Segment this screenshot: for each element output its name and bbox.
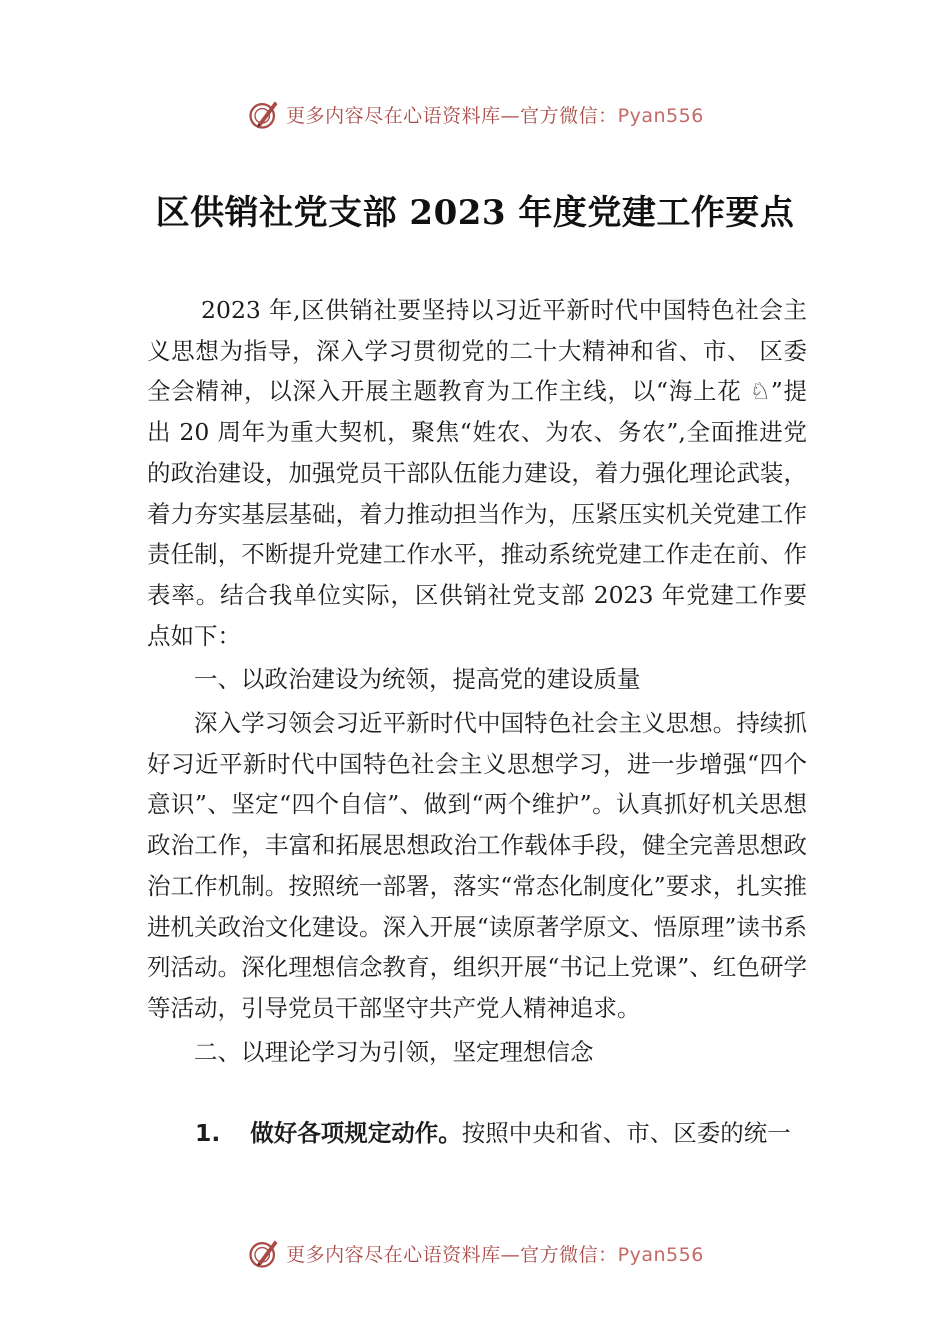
list-item-number: 1. <box>195 1119 221 1147</box>
fountain-pen-seal-icon <box>246 1235 282 1271</box>
wechat-id: Pyan556 <box>617 1243 704 1266</box>
list-item-text: 按照中央和省、市、区委的统一 <box>461 1119 791 1147</box>
list-item-bold-lead: 做好各项规定动作。 <box>250 1119 462 1147</box>
list-item-1 <box>195 1115 791 1151</box>
watermark-header <box>0 94 950 134</box>
intro-paragraph: 2023 年,区供销社要坚持以习近平新时代中国特色社会主义思想为指导，深入学习贯彻党的二十大精神和省、市、 区委全会精神，以深入开展主题教育为工作主线，以“海上花 ♘”提出 20 周年为重大契机，聚焦“姓农、为农、务农”,全面推进党的政治建设，加强党员干部队伍能力建设，着力强化理论武装，着力夯实基层基础，着力推动担当作为，压紧压实机关党建工作责任制，不断提升党建工作水平，推动系统党建工作走在前、作表率。结合我单位实际，区供销社党支部 2023 年党建工作要点如下： <box>147 296 807 650</box>
section-1-heading: 一、以政治建设为统领，提高党的建设质量 <box>194 665 641 694</box>
wechat-id: Pyan556 <box>617 104 704 127</box>
section-1-body: 深入学习领会习近平新时代中国特色社会主义思想。持续抓好习近平新时代中国特色社会主义思想学习，进一步增强“四个意识”、坚定“四个自信”、做到“两个维护”。认真抓好机关思想政治工作，丰富和拓展思想政治工作载体手段，健全完善思想政治工作机制。按照统一部署，落实“常态化制度化”要求，扎实推进机关政治文化建设。深入开展“读原著学原文、悟原理”读书系列活动。深化理想信念教育，组织开展“书记上党课”、红色研学等活动，引导党员干部坚守共产党人精神追求。 <box>147 709 807 1022</box>
watermark-footer <box>0 1233 950 1273</box>
fountain-pen-seal-icon <box>246 96 282 132</box>
watermark-text: 更多内容尽在心语资料库—官方微信：Pyan556 <box>286 104 704 127</box>
watermark-text: 更多内容尽在心语资料库—官方微信：Pyan556 <box>286 1243 704 1266</box>
section-2-heading: 二、以理论学习为引领，坚定理想信念 <box>194 1037 594 1066</box>
document-body <box>147 290 807 1072</box>
document-title: 区供销社党支部 2023 年度党建工作要点 <box>155 193 795 233</box>
